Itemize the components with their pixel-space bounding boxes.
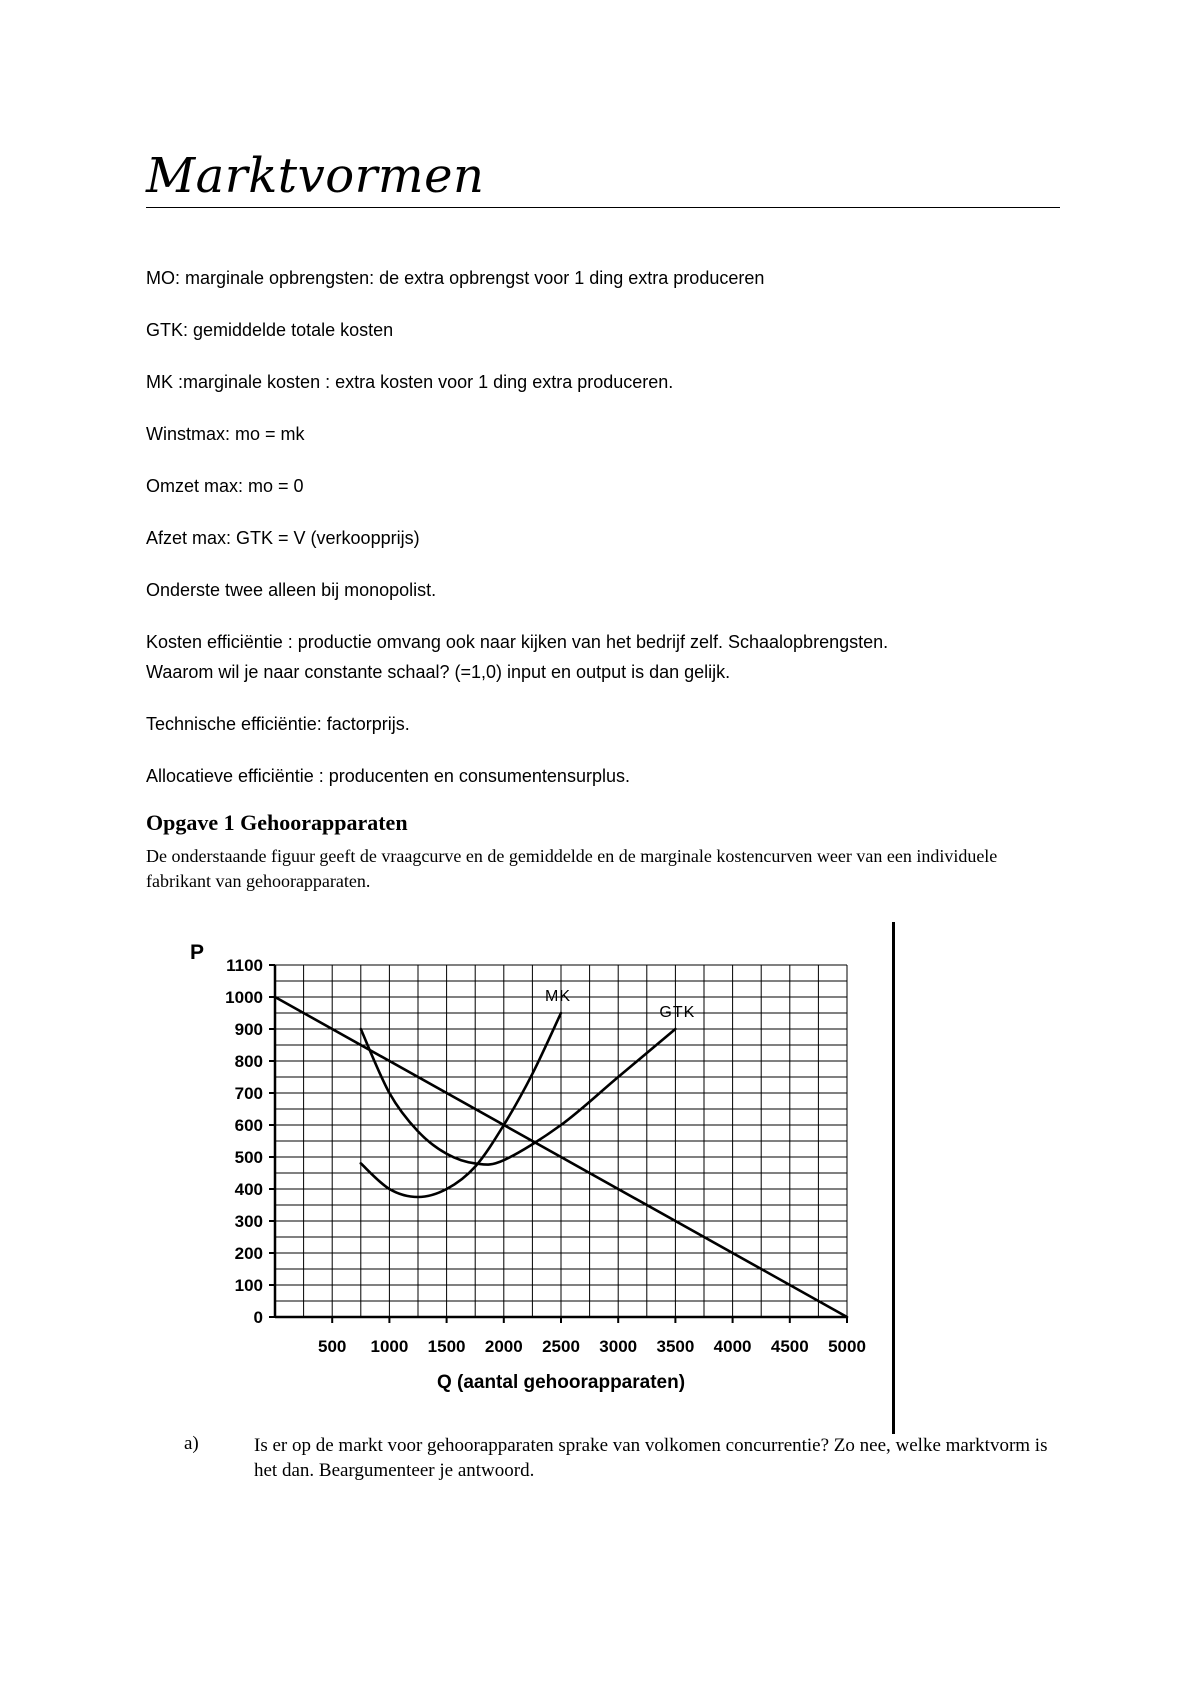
y-tick-label: 500 (234, 1148, 263, 1167)
note-afzetmax: Afzet max: GTK = V (verkoopprijs) (146, 528, 420, 548)
y-tick-label: 300 (234, 1212, 263, 1231)
series-mk-line (361, 1013, 561, 1197)
y-tick-label: 1000 (225, 988, 263, 1007)
page-title: Marktvormen (146, 148, 485, 204)
x-tick-label: 3000 (599, 1337, 638, 1356)
y-tick-label: 0 (253, 1308, 263, 1327)
note-allocatieve-efficientie: Allocatieve efficiëntie : producenten en consumentensurplus. (146, 766, 630, 786)
y-tick-label: 800 (234, 1052, 263, 1071)
x-tick-label: 1500 (427, 1337, 466, 1356)
chart-svg (170, 918, 900, 1438)
exercise-heading: Opgave 1 Gehoorapparaten (146, 810, 408, 835)
note-monopolist: Onderste twee alleen bij monopolist. (146, 580, 437, 600)
exercise-intro: De onderstaande figuur geeft de vraagcurve en de gemiddelde en de marginale kostencurven weer van een individuele fabrikant van gehoorapparaten. (146, 846, 998, 891)
x-tick-label: 2000 (484, 1337, 523, 1356)
note-constante-schaal: Waarom wil je naar constante schaal? (=1,0) input en output is dan gelijk. (146, 662, 731, 682)
x-tick-label: 5000 (828, 1337, 866, 1356)
question-marker: a) (184, 1433, 199, 1454)
note-mo: MO: marginale opbrengsten: de extra opbrengst voor 1 ding extra produceren (146, 268, 765, 288)
x-tick-label: 1000 (370, 1337, 409, 1356)
note-mk: MK :marginale kosten : extra kosten voor 1 ding extra produceren. (146, 372, 674, 392)
x-tick-label: 500 (318, 1337, 347, 1356)
y-tick-label: 1100 (226, 956, 263, 975)
series-gtk-line (361, 1029, 676, 1165)
y-tick-label: 700 (234, 1084, 263, 1103)
cost-demand-chart (170, 918, 900, 1438)
y-axis-label: P (190, 941, 205, 964)
x-tick-label: 3500 (656, 1337, 695, 1356)
x-tick-label: 4500 (770, 1337, 809, 1356)
series-gtk-label: GTK (659, 1004, 696, 1021)
y-tick-label: 600 (234, 1116, 263, 1135)
vertical-rule (892, 922, 895, 1434)
note-kosten-efficientie: Kosten efficiëntie : productie omvang ook naar kijken van het bedrijf zelf. Schaalopbrengsten. (146, 632, 889, 652)
note-gtk: GTK: gemiddelde totale kosten (146, 320, 394, 340)
title-underline (146, 207, 1060, 208)
y-tick-label: 100 (234, 1276, 263, 1295)
note-winstmax: Winstmax: mo = mk (146, 424, 305, 444)
series-mk-label: MK (545, 988, 571, 1005)
y-tick-label: 400 (234, 1180, 263, 1199)
note-omzetmax: Omzet max: mo = 0 (146, 476, 304, 496)
note-technische-efficientie: Technische efficiëntie: factorprijs. (146, 714, 410, 734)
y-tick-label: 200 (234, 1244, 263, 1263)
x-tick-label: 2500 (542, 1337, 580, 1356)
question-text: Is er op de markt voor gehoorapparaten sprake van volkomen concurrentie? Zo nee, welke marktvorm is het dan. Beargumenteer je antwoord. (254, 1435, 1048, 1481)
x-tick-label: 4000 (713, 1337, 752, 1356)
x-axis-label: Q (aantal gehoorapparaten) (436, 1372, 686, 1393)
y-tick-label: 900 (234, 1020, 263, 1039)
